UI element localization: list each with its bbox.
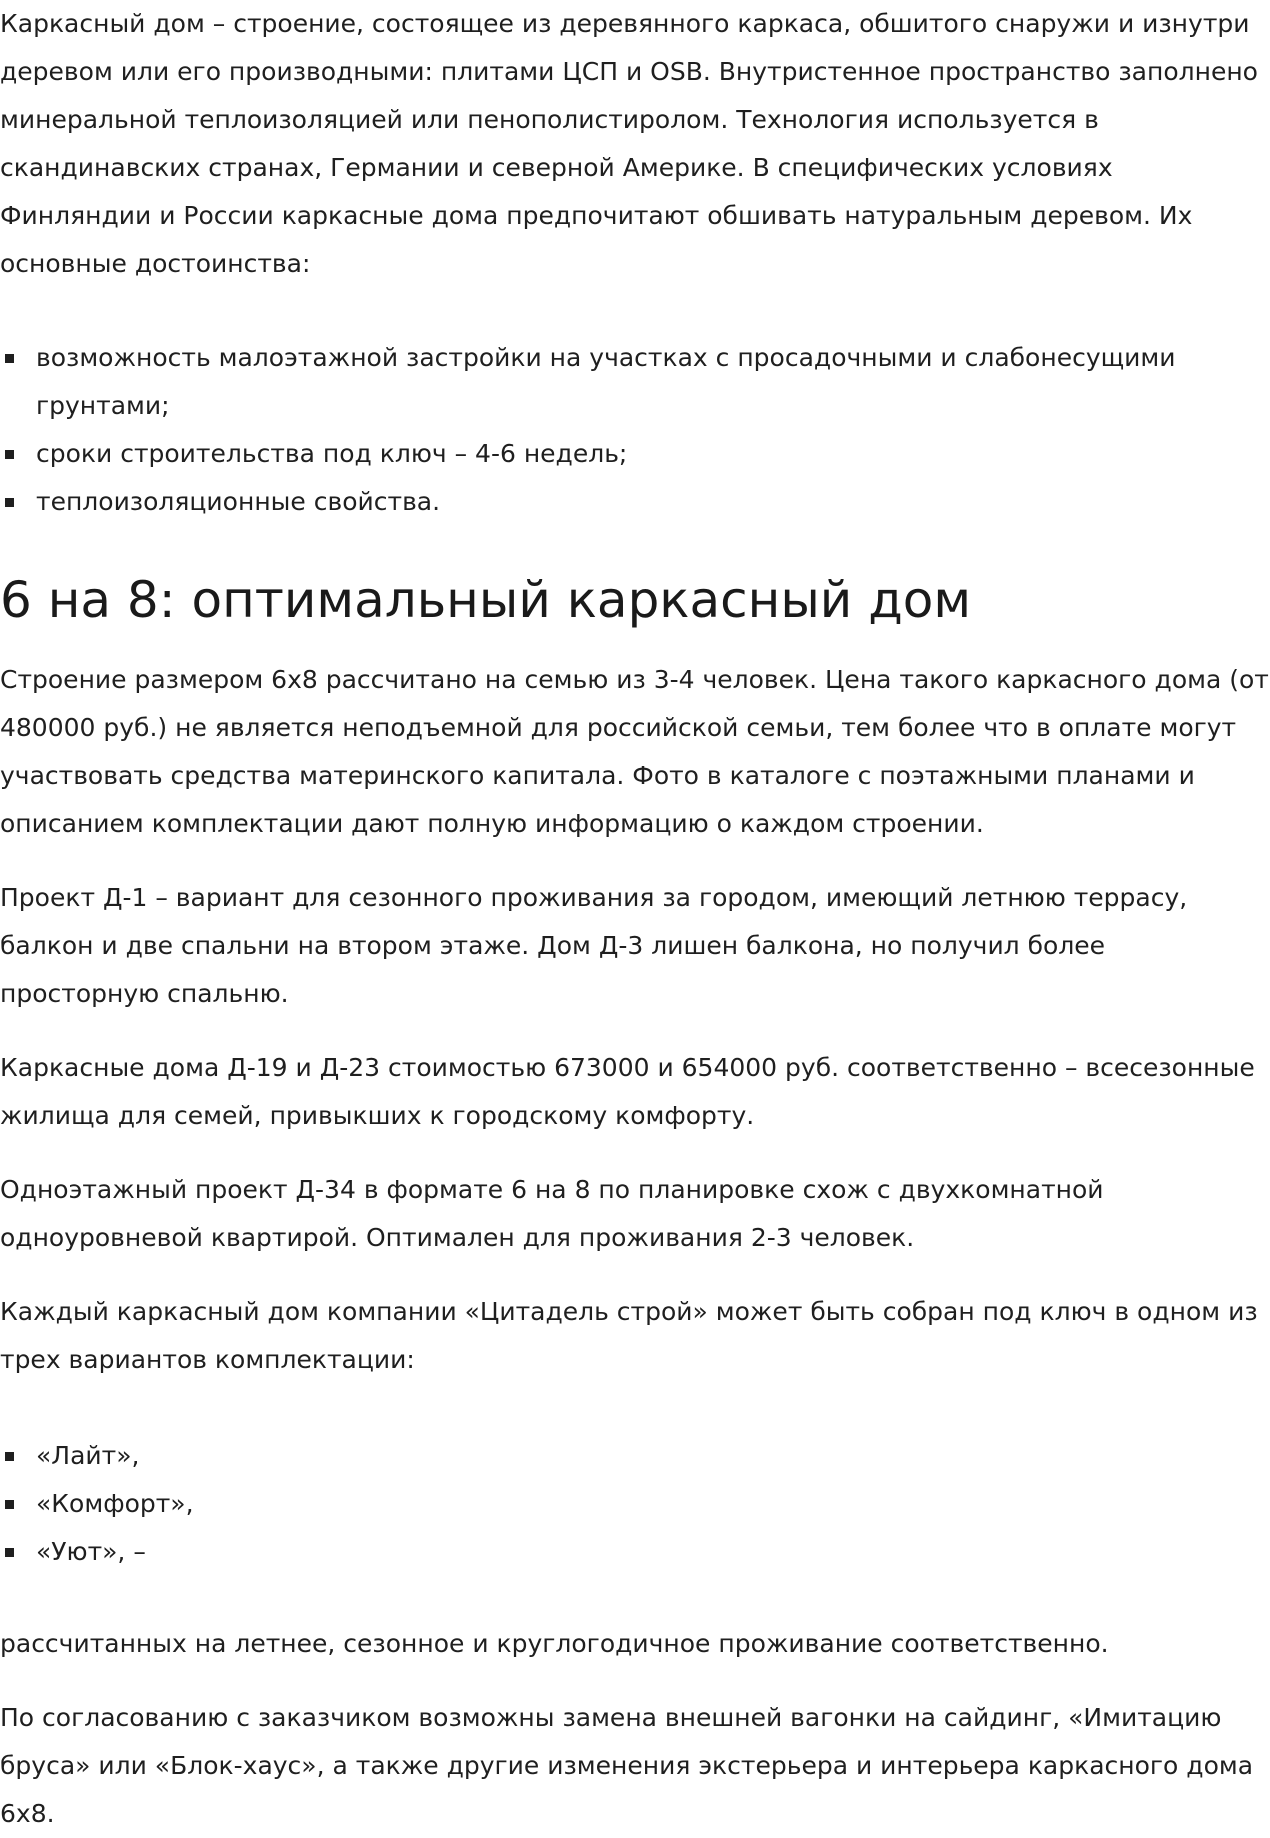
list-item-text: теплоизоляционные свойства. (36, 487, 441, 516)
list-item (36, 1480, 1270, 1528)
square-bullet-icon (5, 1500, 14, 1509)
square-bullet-icon (5, 1452, 14, 1461)
paragraph: Строение размером 6х8 рассчитано на семью из 3-4 человек. Цена такого каркасного дома (от 480000 руб.) не является неподъемной для российской семьи, тем более что в оплате могут участвовать средства материнского капитала. Фото в каталоге с поэтажными планами и описанием комплектации дают полную информацию о каждом строении. (0, 665, 1269, 838)
paragraph: Каркасные дома Д-19 и Д-23 стоимостью 673000 и 654000 руб. соответственно – всесезонные жилища для семей, привыкших к городскому комфорту. (0, 1053, 1255, 1130)
section-heading: 6 на 8: оптимальный каркасный дом (0, 571, 972, 629)
paragraph: Одноэтажный проект Д-34 в формате 6 на 8 по планировке схож с двухкомнатной одноуровневой квартирой. Оптимален для проживания 2-3 человек. (0, 1175, 1104, 1252)
list-item-text: возможность малоэтажной застройки на участках с просадочными и слабонесущими грунтами; (36, 343, 1176, 420)
square-bullet-icon (5, 1548, 14, 1557)
list-item-text: «Лайт», (36, 1441, 140, 1470)
list-item (36, 430, 1270, 478)
square-bullet-icon (5, 354, 14, 363)
paragraph: Проект Д-1 – вариант для сезонного проживания за городом, имеющий летнюю террасу, балкон и две спальни на втором этаже. Дом Д-3 лишен балкона, но получил более просторную спальню. (0, 883, 1188, 1008)
list-item-text: «Уют», – (36, 1537, 146, 1566)
closing-paragraph: По согласованию с заказчиком возможны замена внешней вагонки на сайдинг, «Имитацию бруса» или «Блок-хаус», а также другие изменения экстерьера и интерьера каркасного дома 6х8. (0, 1703, 1254, 1828)
square-bullet-icon (5, 450, 14, 459)
list-item (36, 334, 1270, 430)
list-item (36, 1432, 1270, 1480)
packages-list (0, 1432, 1270, 1576)
square-bullet-icon (5, 498, 14, 507)
list-item-text: сроки строительства под ключ – 4-6 недель; (36, 439, 628, 468)
advantages-list (0, 334, 1270, 526)
intro-paragraph: Каркасный дом – строение, состоящее из деревянного каркаса, обшитого снаружи и изнутри деревом или его производными: плитами ЦСП и OSB. Внутристенное пространство заполнено минеральной теплоизоляцией или пенополистиролом. Технология используется в скандинавских странах, Германии и северной Америке. В специфических условиях Финляндии и России каркасные дома предпочитают обшивать натуральным деревом. Их основные достоинства: (0, 9, 1258, 278)
paragraph: Каждый каркасный дом компании «Цитадель строй» может быть собран под ключ в одном из трех вариантов комплектации: (0, 1297, 1258, 1374)
packages-note-paragraph: рассчитанных на летнее, сезонное и круглогодичное проживание соответственно. (0, 1629, 1109, 1658)
list-item (36, 478, 1270, 526)
list-item (36, 1528, 1270, 1576)
list-item-text: «Комфорт», (36, 1489, 194, 1518)
